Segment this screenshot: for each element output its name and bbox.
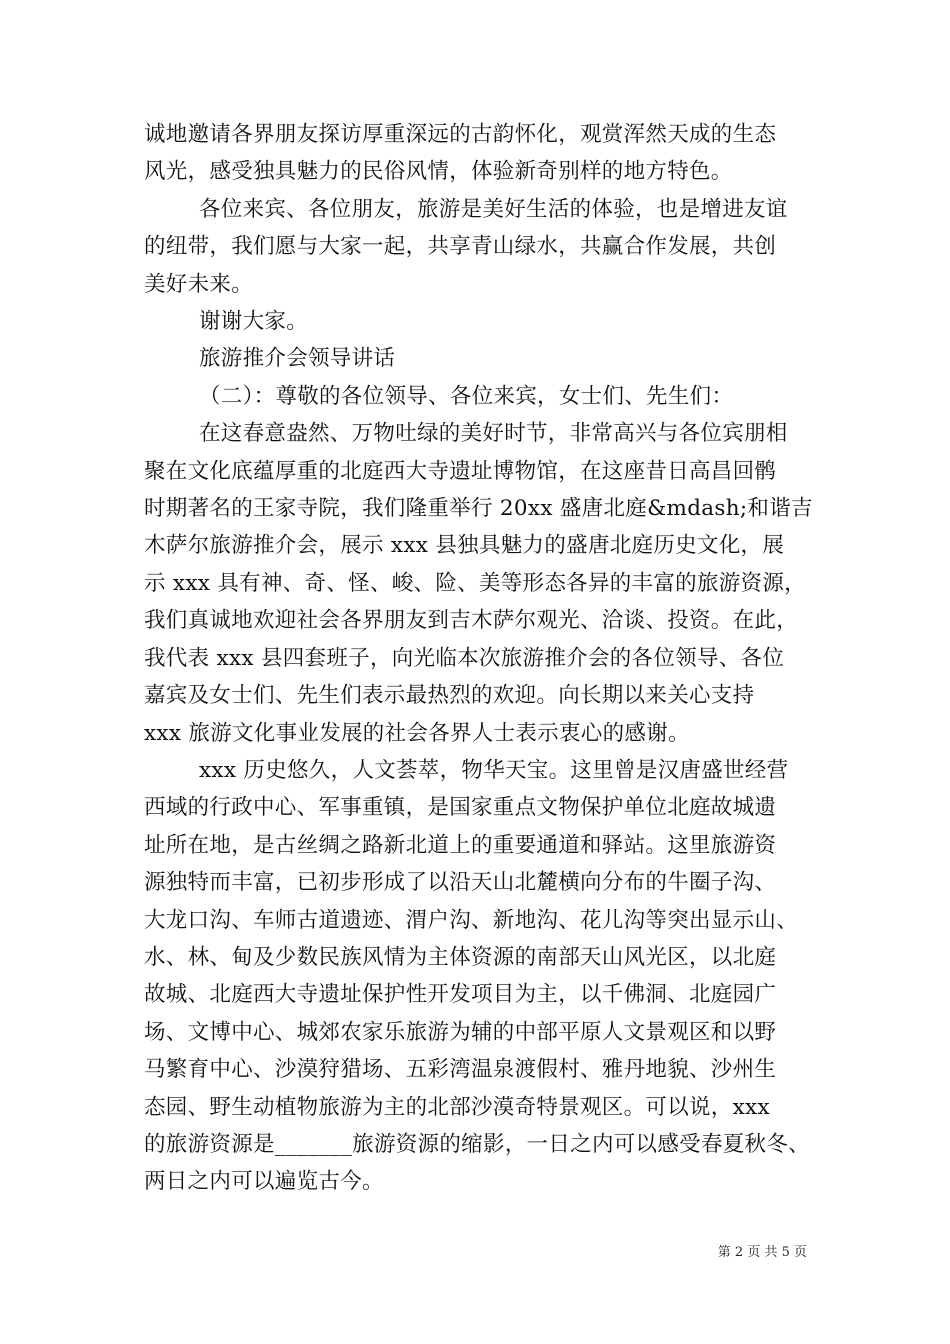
- text-line: 址所在地，是古丝绸之路新北道上的重要通道和驿站。这里旅游资: [144, 832, 777, 858]
- text-line: 我们真诚地欢迎社会各界朋友到吉木萨尔观光、洽谈、投资。在此，: [144, 608, 799, 634]
- text-line: 聚在文化底蕴厚重的北庭西大寺遗址博物馆，在这座昔日高昌回鹘: [144, 458, 777, 484]
- text-line: 的纽带，我们愿与大家一起，共享青山绿水，共赢合作发展，共创: [144, 234, 777, 260]
- text-line: 木萨尔旅游推介会，展示 xxx 县独具魅力的盛唐北庭历史文化，展: [144, 533, 785, 559]
- text-line: xxx 历史悠久，人文荟萃，物华天宝。这里曾是汉唐盛世经营: [199, 757, 789, 783]
- text-line: 示 xxx 具有神、奇、怪、峻、险、美等形态各异的丰富的旅游资源，: [144, 570, 806, 596]
- text-line: xxx 旅游文化事业发展的社会各界人士表示衷心的感谢。: [144, 720, 690, 746]
- text-line: 的旅游资源是_______旅游资源的缩影，一日之内可以感受春夏秋冬、: [144, 1131, 810, 1157]
- text-line: 风光，感受独具魅力的民俗风情，体验新奇别样的地方特色。: [144, 159, 733, 185]
- text-line: 在这春意盎然、万物吐绿的美好时节，非常高兴与各位宾朋相: [199, 421, 788, 447]
- document-body: [144, 116, 818, 1201]
- text-line: 西域的行政中心、军事重镇，是国家重点文物保护单位北庭故城遗: [144, 795, 777, 821]
- text-line: 马繁育中心、沙漠狩猎场、五彩湾温泉渡假村、雅丹地貌、沙州生: [144, 1057, 777, 1083]
- page-number-footer: 第 2 页 共 5 页: [717, 1245, 807, 1260]
- text-line: 谢谢大家。: [199, 309, 309, 335]
- text-line: 诚地邀请各界朋友探访厚重深远的古韵怀化，观赏浑然天成的生态: [144, 122, 777, 147]
- text-line: 时期著名的王家寺院，我们隆重举行 20xx 盛唐北庭&mdash;和谐吉: [144, 496, 813, 522]
- text-line: 各位来宾、各位朋友，旅游是美好生活的体验，也是增进友谊: [199, 196, 788, 222]
- text-line: 我代表 xxx 县四套班子，向光临本次旅游推介会的各位领导、各位: [144, 645, 785, 671]
- text-line: 态园、野生动植物旅游为主的北部沙漠奇特景观区。可以说，xxx: [144, 1094, 770, 1120]
- text-line: 场、文博中心、城郊农家乐旅游为辅的中部平原人文景观区和以野: [144, 1019, 777, 1045]
- section-title: 旅游推介会领导讲话: [199, 346, 396, 372]
- salutation: （二）：尊敬的各位领导、各位来宾，女士们、先生们：: [199, 383, 734, 409]
- text-line: 嘉宾及女士们、先生们表示最热烈的欢迎。向长期以来关心支持: [144, 683, 755, 709]
- text-line: 两日之内可以遍览古今。: [144, 1169, 384, 1195]
- text-line: 故城、北庭西大寺遗址保护性开发项目为主，以千佛洞、北庭园广: [144, 982, 777, 1008]
- text-line: 源独特而丰富，已初步形成了以沿天山北麓横向分布的牛圈子沟、: [144, 870, 777, 896]
- text-line: 大龙口沟、车师古道遗迹、渭户沟、新地沟、花儿沟等突出显示山、: [144, 907, 799, 933]
- text-line: 美好未来。: [144, 271, 254, 297]
- text-line: 水、林、甸及少数民族风情为主体资源的南部天山风光区，以北庭: [144, 944, 777, 970]
